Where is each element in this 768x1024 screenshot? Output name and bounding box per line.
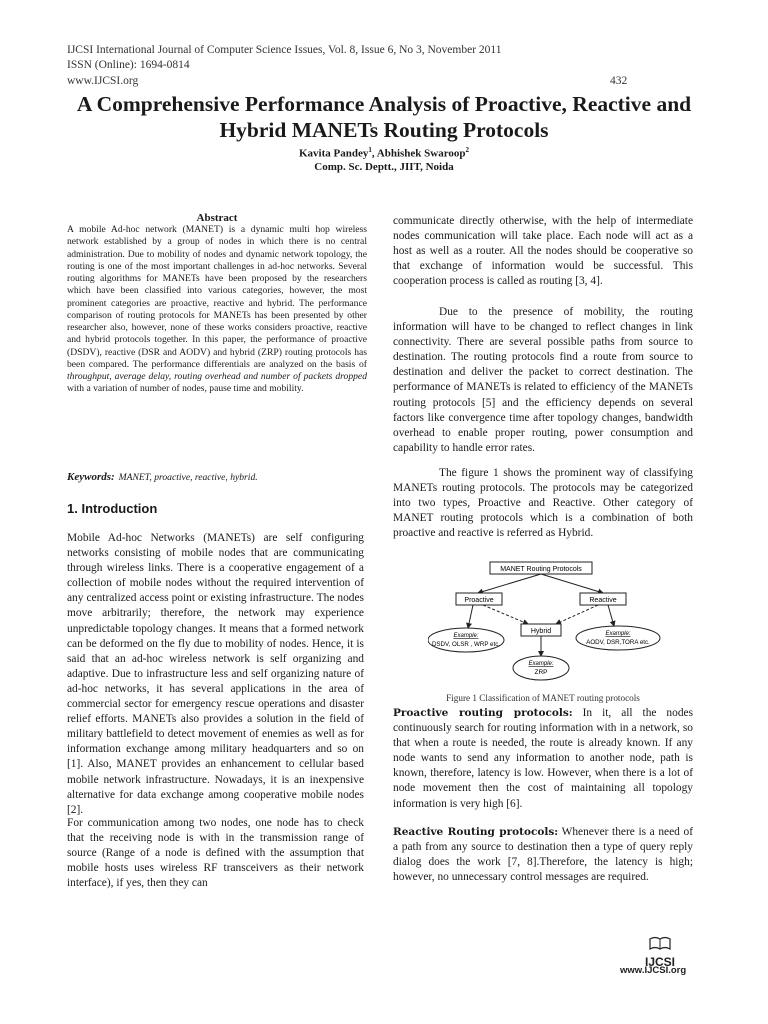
reactive-text: Whenever there is a need of a path from any source to destination then a type of query reply dialog does the work [7, 8].Therefore, the latency is high; however, no unnecessary control messages are required. [393,826,693,884]
abstract-heading: Abstract [196,212,238,224]
intro-paragraph-4: Due to the presence of mobility, the routing information will have to be changed to reflect changes in link connectivity. There are several possible paths from source to destination. The routing protocols find a route from source to destination and deliver the packet to correct destination. The performance of MANETs is related to efficiency of the MANETs routing protocols [5] and the efficiency depends on several factors like convergence time after topology changes, bandwidth overhead to enable proper routing, power consumption and capability to handle error rates. [393,306,693,454]
proactive-node-label: Proactive [464,597,494,604]
abstract-text-start: A mobile Ad-hoc network (MANET) is a dynamic multi hop wireless network established by a group of nodes in which there is no central administration. Due to mobility of nodes and dynamic network topology, the routing is one of the most important challenges in ad-hoc networks. Several routing algorithms for MANETs have been proposed by the researchers which have been classified into various categories, however, the most prominent categories are proactive, reactive and hybrid. The performance comparison of routing protocols for MANETs has been presented by other researcher also, however, none of these works considers proactive, reactive and hybrid protocols together. In this paper, the performance of proactive (DSDV), reactive (DSR and AODV) and hybrid (ZRP) routing protocols has been compared. The performance differentials are analyzed on the basis of [67,224,367,370]
hybrid-example-label: Example: [528,661,554,667]
page-number: 432 [610,75,628,87]
author-2-affil-mark: 2 [465,146,470,154]
edge-proactive-example [468,605,473,628]
journal-url: www.IJCSI.org [67,75,139,87]
keywords-label: Keywords: [67,471,115,483]
hybrid-example-ellipse [513,656,569,680]
keywords [67,471,367,483]
hybrid-node-label: Hybrid [530,628,552,635]
proactive-examples: DSDV, OLSR , WRP etc. [431,641,501,648]
intro-paragraph-3: communicate directly otherwise, with the help of intermediate nodes communication will take place. Each node will act as a host as well as a router. All the nodes should be cooperative so that exchange of information would be successful. This cooperation process is called as routing [3, 4]. [393,215,693,288]
reactive-examples: AODV, DSR,TORA etc. [586,639,650,646]
edge-root-proactive [478,574,541,593]
reactive-node-label: Reactive [589,597,617,604]
proactive-example-label: Example: [453,633,479,639]
proactive-protocols-paragraph [393,706,693,812]
intro-paragraph-5: The figure 1 shows the prominent way of classifying MANETs routing protocols. The protocols may be categorized into two types, Proactive and Reactive. Other category of MANET routing protocols which is a combination of both proactive and reactive is referred as Hybrid. [393,467,693,540]
intro-paragraph-2: For communication among two nodes, one node has to check that the receiving node is with in the transmission range of source (Range of a node is defined with the assumption that mobile hosts uses wireless RF transceivers as their network interface), if yes, then they can [67,817,364,890]
reactive-example-label: Example: [605,631,631,637]
figure-caption: Figure 1 Classification of MANET routing protocols [446,693,640,703]
root-node-label: MANET Routing Protocols [500,566,582,573]
proactive-text: In it, all the nodes continuously search for routing information with in a network, so that when a route is needed, the route is already known. If any node wants to send any information to another node, path is known, therefore, latency is low. However, when there is a lot of node movement then the cost of maintaining all topology information is very high [6]. [393,707,693,810]
paper-title: A Comprehensive Performance Analysis of Proactive, Reactive and Hybrid MANETs Routing Protocols [76,92,692,142]
hybrid-examples: ZRP [534,669,548,676]
abstract-body [67,224,367,396]
figure-1-classification-diagram [428,560,748,685]
footer-url: www.IJCSI.org [620,965,687,976]
edge-reactive-example [608,605,614,626]
logo-text: IJCSI [644,955,675,969]
edge-root-reactive [541,574,603,593]
author-1-affil-mark: 1 [368,146,372,154]
author-separator: , [371,147,377,160]
abstract-text-end: with a variation of number of nodes, pause time and mobility. [67,383,304,395]
book-icon [649,936,671,950]
affiliation: Comp. Sc. Deptt., JIIT, Noida [314,161,454,173]
reactive-protocols-paragraph [393,825,693,885]
intro-paragraph-1: Mobile Ad-hoc Networks (MANETs) are self configuring networks consisting of mobile nodes that are communicating through wireless links. There is a cooperative engagement of a collection of mobile nodes without the required intervention of any centralized access point or existing infrastructure. The nodes move arbitrarily; therefore, the network may experience unpredictable topology changes. It means that a formed network can be deformed on the fly due to mobility of nodes. Hence, it is said that an ad-hoc wireless network is self organizing and adaptive. Due to infrastructure less and self organizing nature of ad-hoc networks, it has several applications in the area of commercial sector for emergency rescue operations and disaster relief efforts. MANETs also provides a solution in the field of military battlefield to detect movement of enemies as well as for information exchange among military headquarters and so on [1]. Also, MANET provides an enhancement to cellular based mobile network infrastructure. Nowadays, it is an inexpensive alternative for data exchange among cooperative mobile nodes [2]. [67,532,364,816]
edge-proactive-hybrid [483,605,528,624]
issn-line: ISSN (Online): 1694-0814 [67,59,190,71]
abstract-metrics: throughput, average delay, routing overhead and number of packets dropped [67,371,367,382]
author-2: Abhishek Swaroop [376,147,466,160]
keywords-value: MANET, proactive, reactive, hybrid. [118,472,258,483]
proactive-example-ellipse [428,628,504,652]
authors [0,146,768,160]
journal-header: IJCSI International Journal of Computer Science Issues, Vol. 8, Issue 6, No 3, November 2011 [67,44,502,56]
proactive-lead: Proactive routing protocols: [393,707,573,719]
author-1: Kavita Pandey [298,147,369,160]
section-heading-introduction: 1. Introduction [67,501,158,516]
edge-reactive-hybrid [556,605,598,624]
reactive-example-ellipse [576,626,660,650]
reactive-lead: Reactive Routing protocols: [393,826,559,838]
